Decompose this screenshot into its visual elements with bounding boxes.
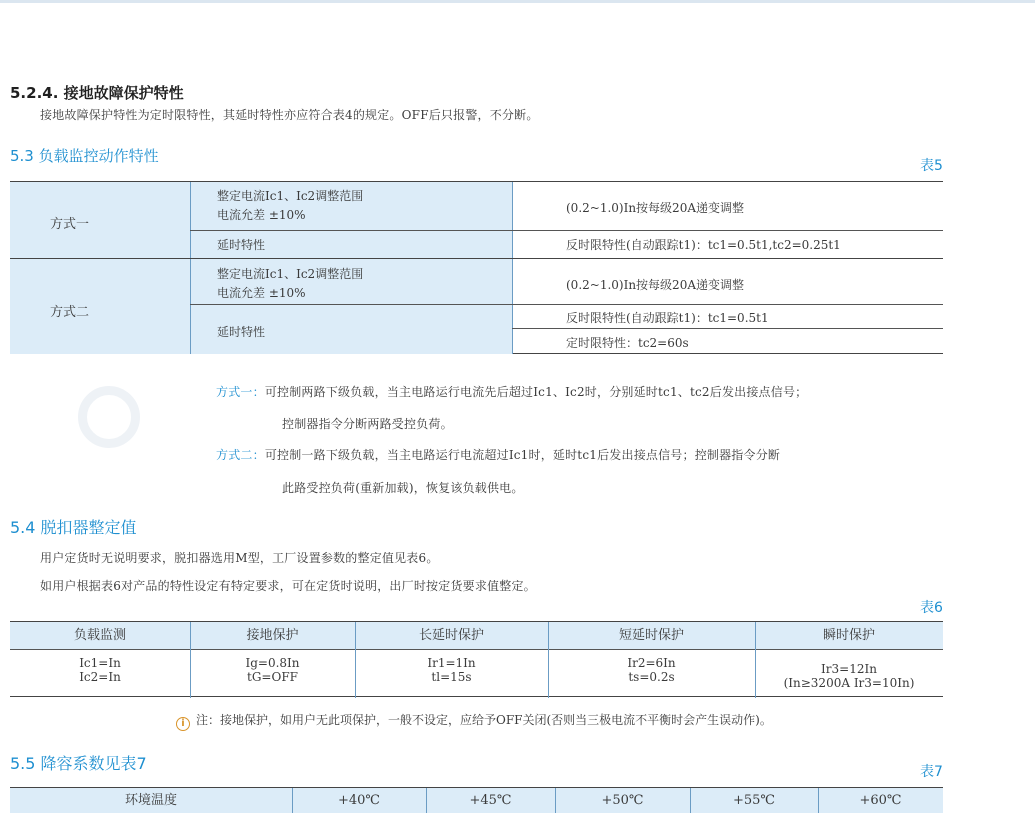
table-6-cell-load-monitor (10, 656, 190, 684)
table-6-note (176, 711, 772, 731)
table-6-header-long-delay: 长延时保护 (418, 628, 484, 643)
table-7-header-45c: +45℃ (469, 793, 512, 808)
mode-1-keyword: 方式一： (216, 385, 265, 399)
mode-2-text: 可控制一路下级负载，当主电路运行电流超过Ic1时，延时tc1后发出接点信号；控制器指令分断 (264, 448, 781, 462)
mode-2-name: 方式二 (50, 305, 90, 320)
table-5-rule (190, 230, 943, 231)
table-6-header-short-delay: 短延时保护 (618, 628, 684, 643)
mode-2-delay-value-inverse: 反时限特性(自动跟踪t1)：tc1=0.5t1 (566, 311, 769, 325)
table-7 (10, 787, 943, 813)
mode-1-description-line-2: 控制器指令分断两路受控负荷。 (282, 417, 453, 431)
table-6-value: Ic1=In (79, 656, 121, 670)
table-6-cell-instantaneous (755, 662, 943, 690)
info-icon: i (176, 717, 190, 731)
table-6-value: tG=OFF (247, 670, 298, 684)
mode-1-delay-label: 延时特性 (217, 238, 266, 252)
table-6-value: Ig=0.8In (245, 656, 300, 670)
table-6-header-instantaneous: 瞬时保护 (822, 628, 875, 643)
mode-2-delay-label: 延时特性 (217, 325, 266, 339)
table-6-value: Ir3=12In (821, 662, 877, 676)
table-6-cell-long-delay (355, 656, 548, 684)
table-6-value: Ir1=1In (427, 656, 476, 670)
section-5-4-paragraph-1: 用户定货时无说明要求，脱扣器选用M型，工厂设置参数的整定值见表6。 (40, 551, 439, 565)
mode-2-description-line-1 (216, 446, 780, 463)
table-6-cell-ground-protection (190, 656, 355, 684)
table-6-cell-short-delay (548, 656, 755, 684)
table-6 (10, 621, 943, 697)
table-6-value: Ic2=In (79, 670, 121, 684)
mode-1-delay-value: 反时限特性(自动跟踪t1)：tc1=0.5t1,tc2=0.25t1 (566, 238, 841, 252)
mode-2-tolerance-label: 电流允差 ±10% (217, 286, 306, 300)
table-6-value: tl=15s (431, 670, 472, 684)
mode-1-description-line-1 (216, 383, 807, 400)
mode-2-description-line-2: 此路受控负荷(重新加载)，恢复该负载供电。 (282, 481, 524, 495)
table-5-label: 表5 (920, 158, 943, 174)
top-rule (0, 0, 1035, 3)
table-7-header-50c: +50℃ (601, 793, 644, 808)
section-5-2-4-paragraph: 接地故障保护特性为定时限特性，其延时特性亦应符合表4的规定。OFF后只报警，不分断。 (40, 108, 539, 122)
mode-1-name: 方式一 (50, 217, 90, 232)
table-6-label: 表6 (920, 600, 943, 616)
table-7-header-40c: +40℃ (338, 793, 380, 808)
mode-2-delay-value-definite: 定时限特性：tc2=60s (566, 336, 689, 350)
section-5-4-paragraph-2: 如用户根据表6对产品的特性设定有特定要求，可在定货时说明，出厂时按定货要求值整定。 (40, 579, 536, 593)
table-6-header-ground-protection: 接地保护 (246, 628, 299, 643)
table-7-header-60c: +60℃ (859, 793, 902, 808)
section-5-4-title: 5.4 脱扣器整定值 (10, 518, 137, 537)
mode-1-range-label: 整定电流Ic1、Ic2调整范围 (217, 189, 364, 203)
table-5-rule (190, 304, 943, 305)
section-5-2-4-title: 5.2.4. 接地故障保护特性 (10, 84, 184, 102)
mode-1-range-value: (0.2~1.0)In按每级20A递变调整 (566, 201, 744, 215)
section-5-5-title: 5.5 降容系数见表7 (10, 754, 147, 773)
table-7-header-55c: +55℃ (733, 793, 775, 808)
table-6-value: Ir2=6In (627, 656, 676, 670)
table-6-value: (In≥3200A Ir3=10In) (783, 676, 915, 690)
table-5-rule (10, 258, 943, 259)
table-5-rule (512, 328, 943, 329)
table-5 (10, 181, 943, 354)
mode-2-range-label: 整定电流Ic1、Ic2调整范围 (217, 267, 364, 281)
table-7-header-ambient-temp: 环境温度 (124, 793, 177, 808)
table-7-label: 表7 (920, 764, 943, 780)
mode-2-keyword: 方式二： (216, 448, 265, 462)
mode-2-range-value: (0.2~1.0)In按每级20A递变调整 (566, 278, 744, 292)
mode-1-text: 可控制两路下级负载，当主电路运行电流先后超过Ic1、Ic2时，分别延时tc1、tc2后发出接点信号； (264, 385, 808, 399)
table-6-note-text: 注：接地保护，如用户无此项保护，一般不设定，应给予OFF关闭(否则当三极电流不平衡时会产生误动作)。 (196, 713, 772, 727)
mode-1-tolerance-label: 电流允差 ±10% (217, 208, 306, 222)
section-5-3-title: 5.3 负载监控动作特性 (10, 147, 159, 165)
table-6-header-load-monitor: 负载监测 (73, 628, 126, 643)
table-5-divider (190, 182, 191, 354)
table-6-value: ts=0.2s (628, 670, 675, 684)
decorative-circle (78, 386, 140, 448)
